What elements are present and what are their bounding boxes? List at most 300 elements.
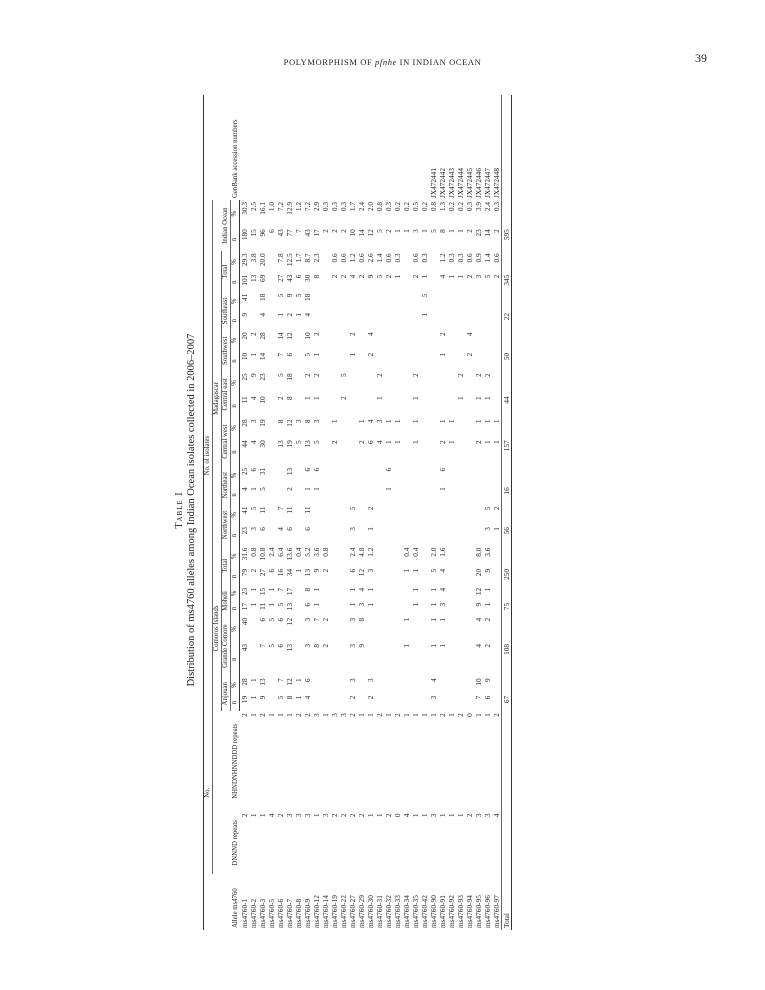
value-cell: 3: [375, 419, 384, 424]
value-cell: [321, 371, 330, 394]
value-cell: [402, 438, 411, 466]
value-cell: 5: [312, 440, 321, 444]
value-cell: 2: [285, 312, 294, 317]
value-cell: 1: [438, 487, 447, 491]
value-cell: 8.7: [303, 253, 312, 263]
value-cell: 6: [267, 568, 276, 573]
value-cell: [267, 417, 276, 438]
value-cell: [456, 351, 465, 372]
col-pct-label: %: [231, 616, 240, 642]
value-cell: 2: [438, 332, 447, 336]
value-cell: 3.9: [474, 202, 483, 212]
value-cell: 1: [294, 678, 303, 682]
value-cell: 4.8: [357, 547, 366, 557]
value-cell: 2: [492, 713, 501, 717]
value-cell: 28: [240, 419, 249, 427]
value-cell: [384, 394, 393, 417]
value-cell: [420, 642, 429, 676]
value-cell: 1: [447, 229, 456, 233]
value-cell: [348, 292, 357, 311]
value-cell: [465, 586, 474, 601]
value-cell: 7: [312, 617, 321, 622]
value-cell: [375, 311, 384, 330]
value-cell: [411, 694, 420, 711]
page-number: 39: [695, 51, 707, 65]
table-row: [240, 95, 250, 930]
value-cell: 1: [420, 312, 429, 317]
value-cell: [429, 525, 438, 546]
value-cell: 13: [303, 440, 312, 448]
col-pct-label: %: [231, 676, 240, 693]
value-cell: [330, 351, 339, 372]
value-cell: 4: [267, 813, 276, 818]
value-cell: 0.6: [330, 253, 339, 263]
value-cell: [420, 505, 429, 526]
value-cell: [465, 417, 474, 438]
value-cell: [321, 586, 330, 601]
accession-cell: JX472441: [429, 168, 438, 199]
col-grande-comore: Grande Comore: [222, 616, 231, 676]
value-cell: 7: [276, 506, 285, 511]
value-cell: 6: [267, 229, 276, 233]
value-cell: 1: [483, 602, 492, 607]
value-cell: 9: [285, 293, 294, 298]
value-cell: 2: [465, 813, 474, 818]
value-cell: 1: [294, 568, 303, 573]
value-cell: 2: [312, 373, 321, 377]
value-cell: 3: [312, 713, 321, 717]
col-n-label: n: [231, 438, 240, 466]
value-cell: [375, 676, 384, 693]
value-cell: 0.4: [402, 547, 411, 557]
value-cell: [420, 586, 429, 601]
value-cell: 2.4: [483, 202, 492, 212]
value-cell: 1: [420, 274, 429, 279]
value-cell: 1: [411, 440, 420, 444]
value-cell: 2: [321, 643, 330, 648]
value-cell: [294, 642, 303, 676]
table-row: [267, 95, 276, 930]
col-no: No.: [204, 711, 213, 874]
value-cell: [474, 292, 483, 311]
value-cell: [384, 642, 393, 676]
value-cell: 6: [258, 527, 267, 531]
value-cell: [267, 311, 276, 330]
value-cell: 2: [348, 332, 357, 336]
value-cell: [375, 586, 384, 601]
value-cell: 2.9: [312, 202, 321, 212]
value-cell: 1.4: [483, 253, 492, 263]
value-cell: 8: [303, 587, 312, 592]
value-cell: 1: [447, 440, 456, 444]
value-cell: 1: [312, 396, 321, 401]
col-pct-label: %: [231, 371, 240, 394]
value-cell: 0.8: [249, 547, 258, 557]
accession-cell: [330, 95, 339, 200]
value-cell: 15: [258, 587, 267, 596]
value-cell: 7: [276, 678, 285, 682]
value-cell: [384, 311, 393, 330]
value-cell: [384, 371, 393, 394]
col-n-label: n: [231, 642, 240, 676]
value-cell: 1: [402, 568, 411, 573]
value-cell: 1: [492, 440, 501, 444]
value-cell: 13: [285, 602, 294, 611]
value-cell: 1.7: [348, 202, 357, 212]
value-cell: 1: [357, 713, 366, 717]
table-row: [303, 95, 312, 930]
value-cell: 2: [384, 813, 393, 818]
table-title: Distribution of ms4760 alleles among Indian Ocean isolates collected in 2006–2007: [186, 333, 197, 687]
table-row: [375, 95, 384, 930]
value-cell: 8: [312, 643, 321, 648]
value-cell: 0.9: [474, 253, 483, 263]
total-anjouan: 67: [502, 694, 512, 711]
value-cell: [357, 676, 366, 693]
value-cell: [465, 601, 474, 616]
value-cell: [447, 505, 456, 526]
value-cell: [357, 525, 366, 546]
accession-cell: [384, 95, 393, 200]
value-cell: [402, 273, 411, 292]
value-cell: [267, 438, 276, 466]
value-cell: [483, 466, 492, 485]
col-central-west: Central west: [222, 417, 231, 465]
value-cell: 3: [348, 643, 357, 648]
value-cell: 0.4: [411, 547, 420, 557]
value-cell: [267, 505, 276, 526]
value-cell: 1: [249, 602, 258, 607]
value-cell: [294, 394, 303, 417]
value-cell: 2: [465, 229, 474, 233]
value-cell: 23: [474, 229, 483, 237]
value-cell: 2: [357, 440, 366, 444]
value-cell: [447, 394, 456, 417]
value-cell: 1: [411, 568, 420, 573]
value-cell: 2: [474, 440, 483, 444]
value-cell: [492, 485, 502, 504]
value-cell: 5: [375, 229, 384, 233]
value-cell: [447, 351, 456, 372]
allele-distribution-table: [203, 95, 512, 930]
value-cell: [348, 371, 357, 394]
value-cell: [348, 438, 357, 466]
accession-cell: [366, 95, 375, 200]
value-cell: 0.3: [393, 253, 402, 263]
allele-name-cell: ms4760-34: [402, 895, 411, 928]
value-cell: 1: [411, 713, 420, 717]
value-cell: [447, 694, 456, 711]
accession-cell: JX472443: [447, 168, 456, 199]
value-cell: [312, 525, 321, 546]
value-cell: [465, 438, 474, 466]
value-cell: [465, 505, 474, 526]
value-cell: [366, 616, 375, 642]
value-cell: [330, 601, 339, 616]
allele-name-cell: ms4760-92: [447, 895, 456, 928]
value-cell: [420, 330, 429, 351]
value-cell: 5: [276, 695, 285, 700]
value-cell: 3: [438, 602, 447, 607]
col-comoros: Comoros Islands: [213, 546, 222, 712]
value-cell: 1: [402, 617, 411, 622]
accession-cell: [348, 95, 357, 200]
value-cell: 5: [258, 487, 267, 491]
value-cell: [402, 466, 411, 485]
value-cell: [321, 394, 330, 417]
rotated-table-block: [170, 90, 590, 930]
value-cell: [456, 330, 465, 351]
value-cell: 1.4: [375, 253, 384, 263]
allele-name-cell: ms4760-6: [276, 898, 285, 928]
value-cell: 1.7: [294, 253, 303, 263]
total-empty-cell: [502, 292, 512, 311]
value-cell: [402, 394, 411, 417]
value-cell: 0.3: [384, 202, 393, 212]
value-cell: 14: [483, 229, 492, 237]
value-cell: 19: [240, 695, 249, 704]
value-cell: [474, 330, 483, 351]
total-empty-cell: [502, 505, 512, 526]
value-cell: 1: [474, 713, 483, 717]
col-central-east: Central east: [222, 371, 231, 417]
value-cell: 2.6: [366, 253, 375, 263]
value-cell: [366, 311, 375, 330]
value-cell: 11: [258, 506, 267, 514]
table-row: [366, 95, 375, 930]
value-cell: [375, 601, 384, 616]
value-cell: 1: [438, 352, 447, 357]
accession-cell: [375, 95, 384, 200]
value-cell: [402, 417, 411, 438]
value-cell: 41: [240, 293, 249, 301]
value-cell: [402, 676, 411, 693]
value-cell: [249, 616, 258, 642]
value-cell: 1: [411, 396, 420, 401]
total-southeast: 22: [502, 311, 512, 330]
value-cell: [492, 330, 502, 351]
value-cell: 8: [312, 274, 321, 279]
value-cell: [492, 567, 502, 586]
value-cell: 0.8: [429, 202, 438, 212]
value-cell: [339, 438, 348, 466]
value-cell: [483, 292, 492, 311]
value-cell: [465, 616, 474, 642]
value-cell: 12: [285, 617, 294, 626]
value-cell: [357, 351, 366, 372]
value-cell: [321, 485, 330, 504]
value-cell: 10: [474, 678, 483, 686]
allele-name-cell: ms4760-97: [492, 895, 501, 928]
value-cell: [366, 642, 375, 676]
value-cell: 6: [285, 527, 294, 531]
value-cell: 29.3: [240, 253, 249, 267]
value-cell: [276, 466, 285, 485]
value-cell: [402, 586, 411, 601]
value-cell: [339, 567, 348, 586]
value-cell: 2: [321, 617, 330, 622]
col-southwest: Southwest: [222, 330, 231, 371]
col-n-label: n: [231, 351, 240, 372]
value-cell: 1.2: [366, 547, 375, 557]
value-cell: 40: [240, 617, 249, 626]
value-cell: [339, 601, 348, 616]
value-cell: 2: [339, 396, 348, 401]
value-cell: [447, 330, 456, 351]
value-cell: [339, 586, 348, 601]
col-dnnnd: DNNND repeats: [231, 820, 239, 866]
table-row: [249, 95, 258, 930]
value-cell: [492, 351, 502, 372]
value-cell: [420, 616, 429, 642]
value-cell: 1: [456, 396, 465, 401]
value-cell: [438, 525, 447, 546]
value-cell: [393, 546, 402, 567]
value-cell: [465, 546, 474, 567]
value-cell: [402, 525, 411, 546]
total-central-east: 44: [502, 394, 512, 417]
value-cell: [357, 466, 366, 485]
value-cell: [375, 485, 384, 504]
value-cell: [402, 505, 411, 526]
value-cell: 4: [366, 332, 375, 336]
value-cell: 14: [276, 332, 285, 340]
table-label: Table I: [174, 491, 185, 529]
value-cell: 2: [492, 229, 501, 233]
accession-cell: JX472444: [456, 168, 465, 199]
value-cell: [357, 694, 366, 711]
value-cell: [312, 505, 321, 526]
value-cell: 2: [384, 229, 393, 233]
value-cell: [465, 525, 474, 546]
value-cell: 5: [267, 643, 276, 648]
value-cell: [420, 438, 429, 466]
col-genbank: GenBank accession numbers: [204, 95, 240, 200]
value-cell: [384, 676, 393, 693]
value-cell: 1: [312, 352, 321, 357]
col-comoros-total: Total: [222, 546, 231, 586]
value-cell: 1: [384, 487, 393, 491]
value-cell: 2: [239, 813, 249, 818]
value-cell: [402, 330, 411, 351]
value-cell: 27: [258, 568, 267, 577]
allele-name-cell: ms4760-12: [312, 895, 321, 928]
value-cell: [294, 505, 303, 526]
value-cell: [294, 525, 303, 546]
col-no-isolates: No. of isolates: [204, 200, 213, 711]
value-cell: [330, 371, 339, 394]
value-cell: [393, 676, 402, 693]
value-cell: 2: [249, 332, 258, 336]
value-cell: 4: [303, 312, 312, 317]
value-cell: [249, 292, 258, 311]
value-cell: 5: [294, 440, 303, 444]
value-cell: [366, 371, 375, 394]
value-cell: 1.2: [348, 253, 357, 263]
table-header: [204, 95, 240, 930]
value-cell: 9: [474, 602, 483, 607]
value-cell: [267, 251, 276, 272]
value-cell: 1: [375, 813, 384, 818]
value-cell: [375, 525, 384, 546]
value-cell: 2: [366, 695, 375, 700]
table-row: [492, 95, 502, 930]
value-cell: 18: [303, 293, 312, 301]
value-cell: 1: [474, 396, 483, 401]
value-cell: [402, 311, 411, 330]
value-cell: [456, 616, 465, 642]
value-cell: 2: [330, 274, 339, 279]
value-cell: [429, 438, 438, 466]
value-cell: [483, 351, 492, 372]
value-cell: 23: [258, 373, 267, 381]
value-cell: [474, 311, 483, 330]
value-cell: 6: [312, 467, 321, 472]
value-cell: 9: [366, 274, 375, 279]
value-cell: 5: [249, 506, 258, 511]
value-cell: [465, 466, 474, 485]
value-cell: [411, 525, 420, 546]
value-cell: 1: [267, 587, 276, 592]
value-cell: [375, 616, 384, 642]
value-cell: 1: [249, 713, 258, 717]
value-cell: [393, 292, 402, 311]
value-cell: [474, 351, 483, 372]
value-cell: [429, 292, 438, 311]
value-cell: 7: [294, 229, 303, 233]
accession-cell: [249, 95, 258, 200]
value-cell: [411, 485, 420, 504]
value-cell: [384, 525, 393, 546]
table-row: [294, 95, 303, 930]
value-cell: [276, 485, 285, 504]
value-cell: 1: [429, 602, 438, 607]
running-head-suffix: IN INDIAN OCEAN: [396, 57, 482, 67]
value-cell: [393, 586, 402, 601]
total-moheli: 75: [502, 601, 512, 616]
value-cell: 2: [330, 813, 339, 818]
value-cell: [411, 676, 420, 693]
value-cell: [420, 546, 429, 567]
allele-name-cell: ms4760-1: [239, 898, 249, 928]
value-cell: [456, 525, 465, 546]
allele-name-cell: ms4760-32: [384, 895, 393, 928]
total-northwest: 56: [502, 525, 512, 546]
value-cell: [339, 642, 348, 676]
value-cell: 3: [294, 419, 303, 424]
value-cell: [294, 466, 303, 485]
value-cell: 1: [375, 396, 384, 401]
value-cell: 2: [321, 229, 330, 233]
value-cell: [321, 438, 330, 466]
col-io-spacer: [213, 200, 222, 251]
value-cell: 77: [285, 229, 294, 237]
col-northeast: Northeast: [222, 466, 231, 505]
value-cell: 3: [249, 527, 258, 531]
value-cell: 2: [393, 713, 402, 717]
value-cell: [402, 251, 411, 272]
value-cell: 5: [276, 373, 285, 377]
value-cell: 41: [240, 506, 249, 514]
value-cell: 1.2: [438, 253, 447, 263]
value-cell: 44: [240, 440, 249, 448]
value-cell: [429, 311, 438, 330]
value-cell: 20: [240, 332, 249, 340]
value-cell: 7.2: [303, 202, 312, 212]
value-cell: 8: [357, 617, 366, 622]
value-cell: 3: [483, 527, 492, 531]
value-cell: [294, 616, 303, 642]
